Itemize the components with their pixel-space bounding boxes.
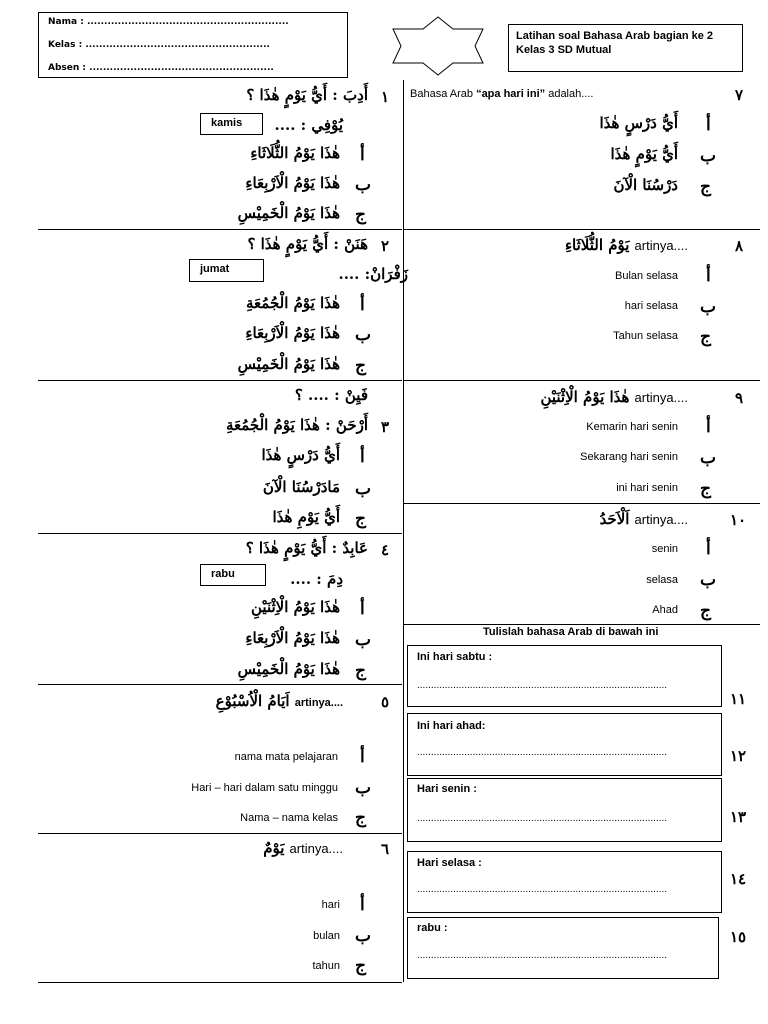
- option-label[interactable]: أ: [706, 266, 711, 286]
- question-number: ١٢: [730, 747, 747, 765]
- question-text: أَدِبَ : أَيُّ يَوْمٍ هٰذَا ؟: [246, 86, 368, 104]
- write-prompt: Ini hari ahad:: [417, 720, 486, 732]
- option-text[interactable]: هٰذَا يَوْمُ الْاَرْبِعَاءِ: [245, 174, 340, 192]
- option-label[interactable]: أ: [706, 115, 711, 135]
- option-label[interactable]: ج: [700, 479, 711, 499]
- option-text[interactable]: دَرْسُنَا الْآنَ: [613, 176, 678, 194]
- answer-line[interactable]: ..........................................................................................: [417, 884, 668, 895]
- answer-box: kamis: [200, 113, 263, 135]
- option-text[interactable]: Tahun selasa: [613, 330, 678, 342]
- option-text[interactable]: Bulan selasa: [615, 270, 678, 282]
- class-field[interactable]: Kelas : ......................................................: [48, 40, 270, 50]
- answer-box: rabu: [200, 564, 266, 586]
- question-number: ٣: [381, 418, 390, 436]
- divider: [38, 533, 402, 534]
- option-label[interactable]: ج: [700, 177, 711, 197]
- option-text[interactable]: hari selasa: [624, 300, 678, 312]
- question-suffix: artinya....: [289, 841, 343, 856]
- name-field[interactable]: Nama : ...........................................................: [48, 17, 289, 27]
- option-label[interactable]: ب: [700, 297, 717, 317]
- option-text[interactable]: أَيُّ دَرْسٍ هٰذَا: [599, 114, 678, 132]
- question-number: ١٠: [730, 511, 747, 529]
- option-label[interactable]: ج: [355, 356, 366, 376]
- option-label[interactable]: ب: [700, 448, 717, 468]
- option-label[interactable]: أ: [360, 447, 365, 467]
- option-text[interactable]: ini hari senin: [616, 482, 678, 494]
- question-number: ٢: [381, 237, 390, 255]
- answer-line[interactable]: ..........................................................................................: [417, 680, 668, 691]
- arabic-term: اَيَامُ الْاُسْبُوْعِ: [215, 692, 290, 710]
- divider: [404, 380, 760, 381]
- option-text[interactable]: Kemarin hari senin: [586, 421, 678, 433]
- option-label[interactable]: أ: [360, 599, 365, 619]
- option-label[interactable]: ب: [355, 926, 372, 946]
- arabic-term: اَلْاَحَدُ: [599, 510, 630, 528]
- divider: [38, 982, 402, 983]
- answer-prompt: دِمَ : ....: [290, 570, 343, 588]
- divider: [38, 833, 402, 834]
- option-text[interactable]: هٰذَا يَوْمُ الْاِثْنَيْنِ: [251, 598, 340, 616]
- write-box: [407, 917, 719, 979]
- option-text[interactable]: هٰذَا يَوْمُ الْخَمِيْسِ: [237, 204, 340, 222]
- question-text: Bahasa Arab “apa hari ini” adalah....: [410, 88, 594, 100]
- option-label[interactable]: أ: [360, 295, 365, 315]
- option-text[interactable]: nama mata pelajaran: [234, 751, 338, 763]
- option-label[interactable]: ج: [355, 956, 366, 976]
- arabic-term: يَوْمُ الثُّلَاثَاءِ: [564, 236, 630, 254]
- question-number: ٨: [735, 237, 744, 255]
- center-divider: [403, 80, 404, 982]
- option-text[interactable]: Hari – hari dalam satu minggu: [191, 782, 338, 794]
- option-label[interactable]: أ: [706, 417, 711, 437]
- question-text: [565, 235, 688, 254]
- option-label[interactable]: ج: [700, 327, 711, 347]
- star-ornament-icon: [383, 15, 493, 77]
- question-suffix: artinya....: [294, 697, 343, 709]
- option-label[interactable]: أ: [360, 145, 365, 165]
- option-label[interactable]: ج: [355, 808, 366, 828]
- option-label[interactable]: ج: [700, 601, 711, 621]
- option-text[interactable]: هٰذَا يَوْمُ الْاَرْبِعَاءِ: [245, 324, 340, 342]
- option-label[interactable]: أ: [706, 539, 711, 559]
- divider: [404, 229, 760, 230]
- option-text[interactable]: هٰذَا يَوْمُ الْخَمِيْسِ: [237, 355, 340, 373]
- question-text: [600, 509, 688, 528]
- option-label[interactable]: ب: [355, 325, 372, 345]
- question-text: أَرْحَنْ : هٰذَا يَوْمُ الْجُمُعَةِ: [225, 416, 368, 434]
- option-text[interactable]: Ahad: [652, 604, 678, 616]
- option-label[interactable]: ب: [700, 146, 717, 166]
- answer-line[interactable]: ..........................................................................................: [417, 747, 668, 758]
- write-prompt: Hari senin :: [417, 783, 477, 795]
- option-text[interactable]: مَادَرْسُنَا الْآنَ: [262, 478, 340, 496]
- page-title: Latihan soal Bahasa Arab bagian ke 2 Kelas 3 SD Mutual: [516, 30, 714, 56]
- question-suffix: artinya....: [634, 512, 688, 527]
- answer-line[interactable]: ..........................................................................................: [417, 813, 668, 824]
- option-label[interactable]: ب: [700, 570, 717, 590]
- section-title: Tulislah bahasa Arab di bawah ini: [483, 626, 659, 638]
- option-label[interactable]: أ: [360, 747, 365, 767]
- answer-prompt: زَفْرَانْ: ....: [338, 265, 408, 283]
- option-text[interactable]: أَيُّ يَوْمِ هٰذَا: [272, 508, 340, 526]
- question-number: ٦: [381, 840, 390, 858]
- option-label[interactable]: ب: [355, 630, 372, 650]
- question-number: ١: [381, 88, 390, 106]
- question-number: ٩: [735, 389, 744, 407]
- answer-prompt: يُوْفِي : ....: [274, 116, 343, 134]
- question-text: هَنَنْ : أَيُّ يَوْمٍ هٰذَا ؟: [247, 235, 368, 253]
- option-text[interactable]: senin: [651, 543, 678, 555]
- option-text[interactable]: هٰذَا يَوْمُ الْاَرْبِعَاءِ: [245, 629, 340, 647]
- question-number: ٤: [381, 541, 390, 559]
- write-prompt: rabu :: [417, 922, 448, 934]
- option-text[interactable]: hari: [321, 899, 340, 911]
- question-suffix: artinya....: [634, 390, 688, 405]
- option-text[interactable]: هٰذَا يَوْمُ الْجُمُعَةِ: [246, 294, 340, 312]
- write-prompt: Hari selasa :: [417, 857, 482, 869]
- write-prompt: Ini hari sabtu :: [417, 651, 493, 663]
- question-number: ١٤: [730, 870, 747, 888]
- question-number: ٧: [735, 86, 744, 104]
- option-text[interactable]: selasa: [646, 574, 678, 586]
- option-label[interactable]: ب: [355, 175, 372, 195]
- answer-line[interactable]: ..........................................................................................: [417, 950, 668, 961]
- answer-box: jumat: [189, 259, 264, 282]
- dialog-line: فَيِنْ : .... ؟: [294, 386, 368, 404]
- arabic-term: هٰذَا يَوْمُ الْاِثْنَيْنِ: [540, 388, 630, 406]
- option-text[interactable]: tahun: [312, 960, 340, 972]
- divider: [404, 503, 760, 504]
- option-text[interactable]: Sekarang hari senin: [580, 451, 678, 463]
- question-text: [540, 387, 688, 406]
- option-label[interactable]: أ: [360, 895, 365, 915]
- divider: [404, 624, 760, 625]
- divider: [38, 229, 402, 230]
- divider: [38, 380, 402, 381]
- option-text[interactable]: Nama – nama kelas: [240, 812, 338, 824]
- question-number: ٥: [381, 693, 390, 711]
- option-text[interactable]: هٰذَا يَوْمُ الثُّلَاثَاءِ: [250, 144, 340, 162]
- option-text[interactable]: bulan: [313, 930, 340, 942]
- option-label[interactable]: ج: [355, 661, 366, 681]
- arabic-term: يَوْمٌ: [263, 839, 285, 857]
- option-label[interactable]: ج: [355, 205, 366, 225]
- question-text: عَابِدٌ : أَيُّ يَوْمٍ هٰذَا ؟: [245, 539, 368, 557]
- option-text[interactable]: هٰذَا يَوْمُ الْخَمِيْسِ: [237, 660, 340, 678]
- option-text[interactable]: أَيُّ دَرْسٍ هٰذَا: [261, 446, 340, 464]
- option-label[interactable]: ب: [355, 479, 372, 499]
- question-number: ١١: [730, 690, 747, 708]
- absen-field[interactable]: Absen : ......................................................: [48, 63, 274, 73]
- option-label[interactable]: ج: [355, 509, 366, 529]
- question-suffix: artinya....: [634, 238, 688, 253]
- option-label[interactable]: ب: [355, 778, 372, 798]
- question-number: ١٥: [730, 928, 747, 946]
- divider: [38, 684, 402, 685]
- question-text: [216, 691, 343, 710]
- question-text: [263, 838, 343, 857]
- question-number: ١٣: [730, 808, 747, 826]
- option-text[interactable]: أَيُّ يَوْمٍ هٰذَا: [610, 145, 678, 163]
